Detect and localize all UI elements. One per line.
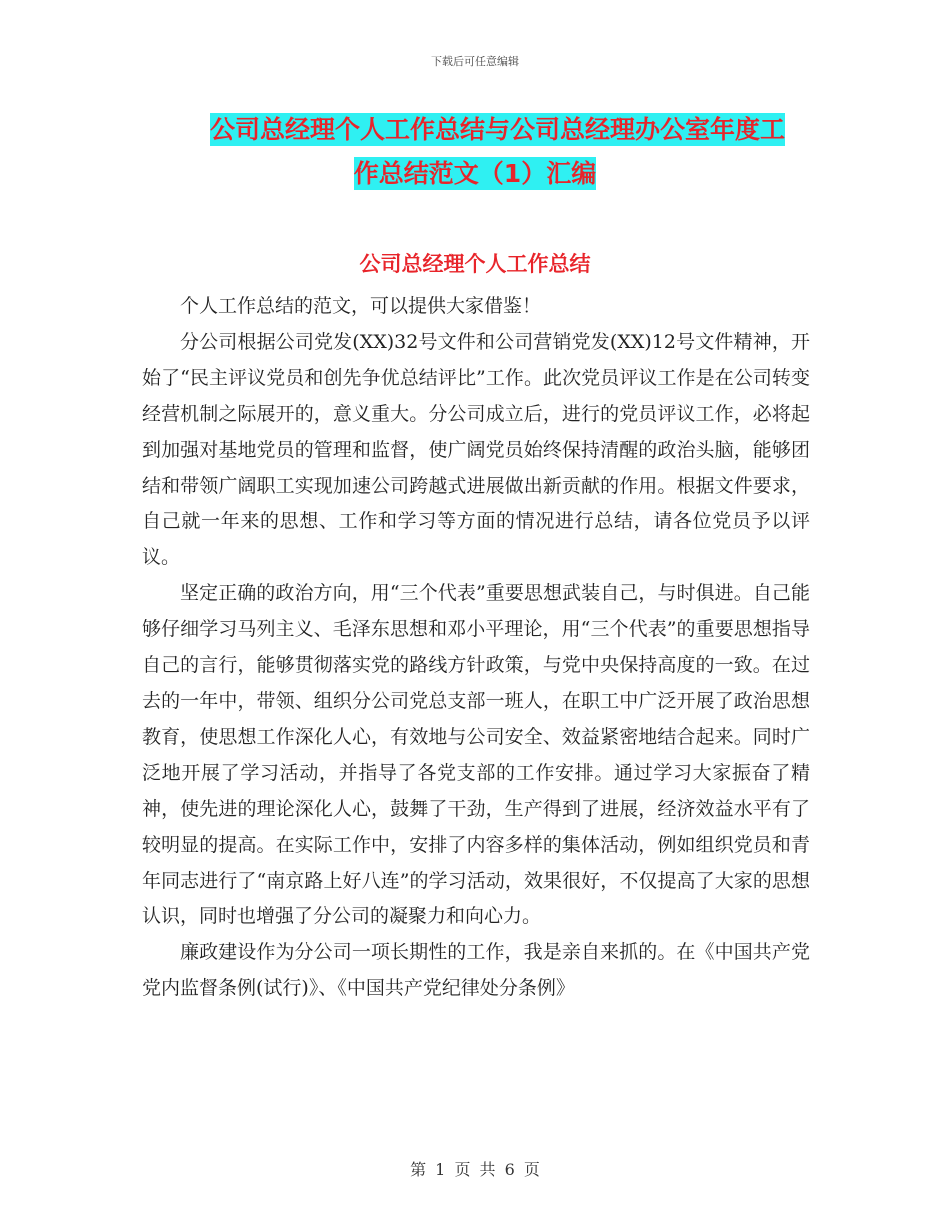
paragraph: 坚定正确的政治方向，用“三个代表”重要思想武装自己，与时俱进。自己能够仔细学习马列主义、毛泽东思想和邓小平理论，用“三个代表”的重要思想指导自己的言行，能够贯彻落实党的路线方针政策，与党中央保持高度的一致。在过去的一年中，带领、组织分公司党总支部一班人，在职工中广泛开展了政治思想教育，使思想工作深化人心，有效地与公司安全、效益紧密地结合起来。同时广泛地开展了学习活动，并指导了各党支部的工作安排。通过学习大家振奋了精神，使先进的理论深化人心，鼓舞了干劲，生产得到了进展，经济效益水平有了较明显的提高。在实际工作中，安排了内容多样的集体活动，例如组织党员和青年同志进行了“南京路上好八连”的学习活动，效果很好，不仅提高了大家的思想认识，同时也增强了分公司的凝聚力和向心力。 — [142, 582, 810, 928]
section-title: 公司总经理个人工作总结 — [359, 252, 591, 276]
page-footer: 第 1 页 共 6 页 — [410, 1160, 540, 1179]
document-title — [0, 108, 950, 196]
document-title-line-2: 作总结范文（1）汇编 — [353, 159, 597, 188]
paragraph: 个人工作总结的范文，可以提供大家借鉴！ — [180, 295, 542, 317]
body-text — [142, 289, 810, 1007]
paragraph: 廉政建设作为分公司一项长期性的工作，我是亲自来抓的。在《中国共产党党内监督条例(试行)》、《中国共产党纪律处分条例》 — [142, 941, 810, 1000]
paragraph: 分公司根据公司党发(XX)32号文件和公司营销党发(XX)12号文件精神，开始了“民主评议党员和创先争优总结评比”工作。此次党员评议工作是在公司转变经营机制之际展开的，意义重大。分公司成立后，进行的党员评议工作，必将起到加强对基地党员的管理和监督，使广阔党员始终保持清醒的政治头脑，能够团结和带领广阔职工实现加速公司跨越式进展做出新贡献的作用。根据文件要求，自己就一年来的思想、工作和学习等方面的情况进行总结，请各位党员予以评议。 — [142, 330, 810, 569]
header-note: 下载后可任意编辑 — [431, 55, 519, 68]
document-title-line-1: 公司总经理个人工作总结与公司总经理办公室年度工 — [209, 115, 785, 144]
